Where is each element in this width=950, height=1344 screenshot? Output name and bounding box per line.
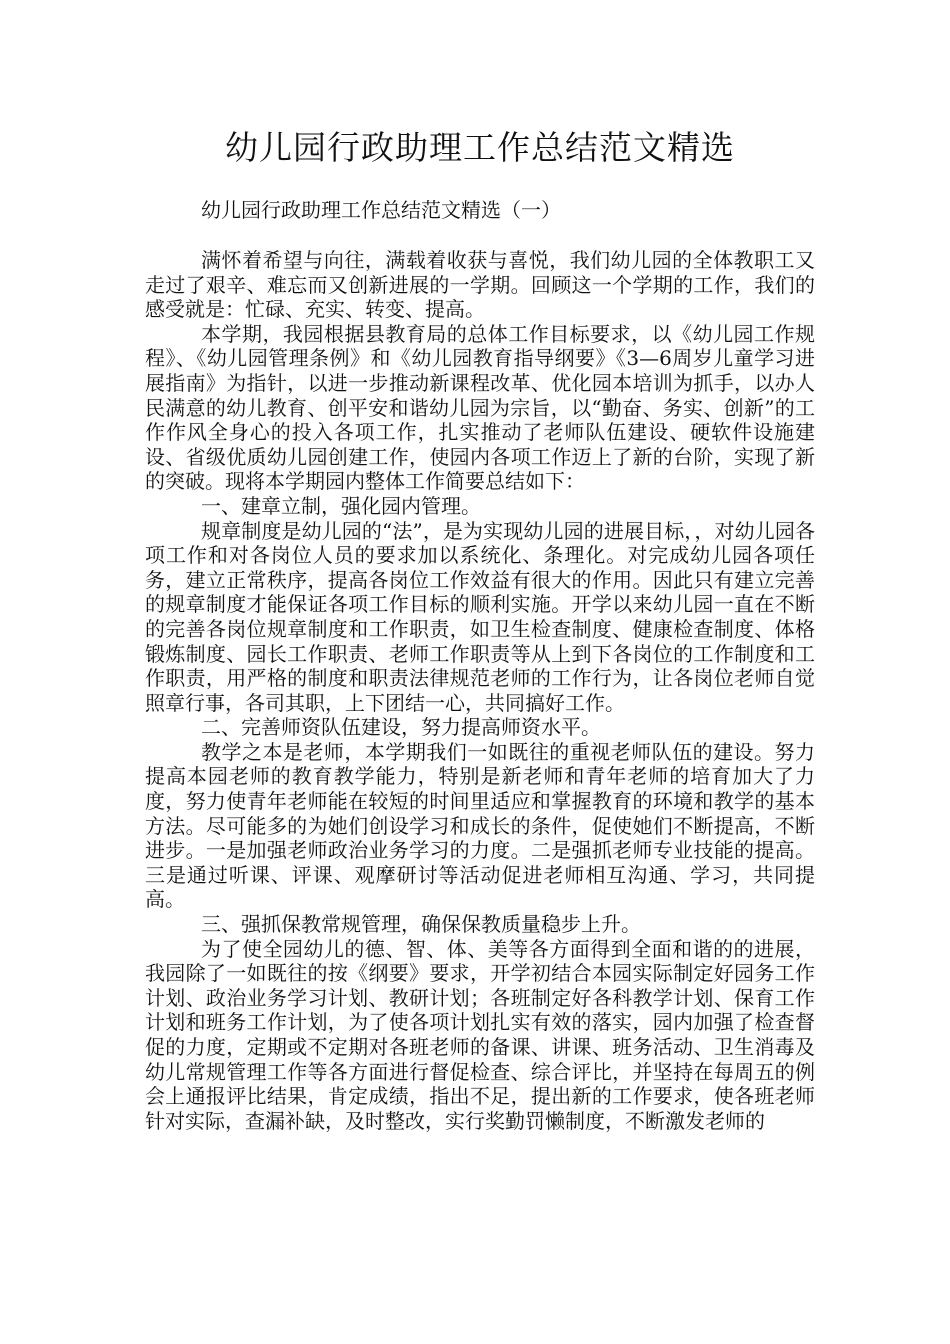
- paragraph: 满怀着希望与向往，满载着收获与喜悦，我们幼儿园的全体教职工又走过了艰辛、难忘而又创新进展的一学期。回顾这一个学期的工作，我们的感受就是：忙碌、充实、转变、提高。: [145, 248, 815, 322]
- section-heading: 三、强抓保教常规管理，确保保教质量稳步上升。: [201, 912, 641, 937]
- document-page: [145, 118, 815, 1133]
- paragraph: 为了使全园幼儿的德、智、体、美等各方面得到全面和谐的的进展，我园除了一如既往的按《纲要》要求，开学初结合本园实际制定好园务工作计划、政治业务学习计划、教研计划；各班制定好各科教学计划、保育工作计划和班务工作计划，为了使各项计划扎实有效的落实，园内加强了检查督促的力度，定期或不定期对各班老师的备课、讲课、班务活动、卫生消毒及幼儿常规管理工作等各方面进行督促检查、综合评比，并坚持在每周五的例会上通报评比结果，肯定成绩，指出不足，提出新的工作要求，使各班老师针对实际，查漏补缺，及时整改，实行奖勤罚懒制度，不断激发老师的: [145, 936, 815, 1133]
- paragraph: 本学期，我园根据县教育局的总体工作目标要求，以《幼儿园工作规程》、《幼儿园管理条例》和《幼儿园教育指导纲要》《3—6周岁儿童学习进展指南》为指针，以进一步推动新课程改革、优化园本培训为抓手，以办人民满意的幼儿教育、创平安和谐幼儿园为宗旨，以“勤奋、务实、创新”的工作作风全身心的投入各项工作，扎实推动了老师队伍建设、硬软件设施建设、省级优质幼儿园创建工作，使园内各项工作迈上了新的台阶，实现了新的突破。现将本学期园内整体工作简要总结如下：: [145, 321, 815, 494]
- document-title: 幼儿园行政助理工作总结范文精选: [225, 128, 735, 167]
- document-subtitle: 幼儿园行政助理工作总结范文精选（一）: [201, 198, 561, 222]
- document-body: [145, 248, 815, 1133]
- section-heading: 二、完善师资队伍建设，努力提高师资水平。: [201, 715, 601, 740]
- paragraph: 规章制度是幼儿园的“法”，是为实现幼儿园的进展目标，，对幼儿园各项工作和对各岗位人员的要求加以系统化、条理化。对完成幼儿园各项任务，建立正常秩序，提高各岗位工作效益有很大的作用。因此只有建立完善的规章制度才能保证各项工作目标的顺利实施。开学以来幼儿园一直在不断的完善各岗位规章制度和工作职责，如卫生检查制度、健康检查制度、体格锻炼制度、园长工作职责、老师工作职责等从上到下各岗位的工作制度和工作职责，用严格的制度和职责法律规范老师的工作行为，让各岗位老师自觉照章行事，各司其职，上下团结一心，共同搞好工作。: [145, 518, 815, 715]
- section-heading: 一、建章立制，强化园内管理。: [201, 493, 481, 518]
- paragraph: 教学之本是老师，本学期我们一如既往的重视老师队伍的建设。努力提高本园老师的教育教学能力，特别是新老师和青年老师的培育加大了力度，努力使青年老师能在较短的时间里适应和掌握教育的环境和教学的基本方法。尽可能多的为她们创设学习和成长的条件，促使她们不断提高，不断进步。一是加强老师政治业务学习的力度。二是强抓老师专业技能的提高。三是通过听课、评课、观摩研讨等活动促进老师相互沟通、学习，共同提高。: [145, 739, 815, 912]
